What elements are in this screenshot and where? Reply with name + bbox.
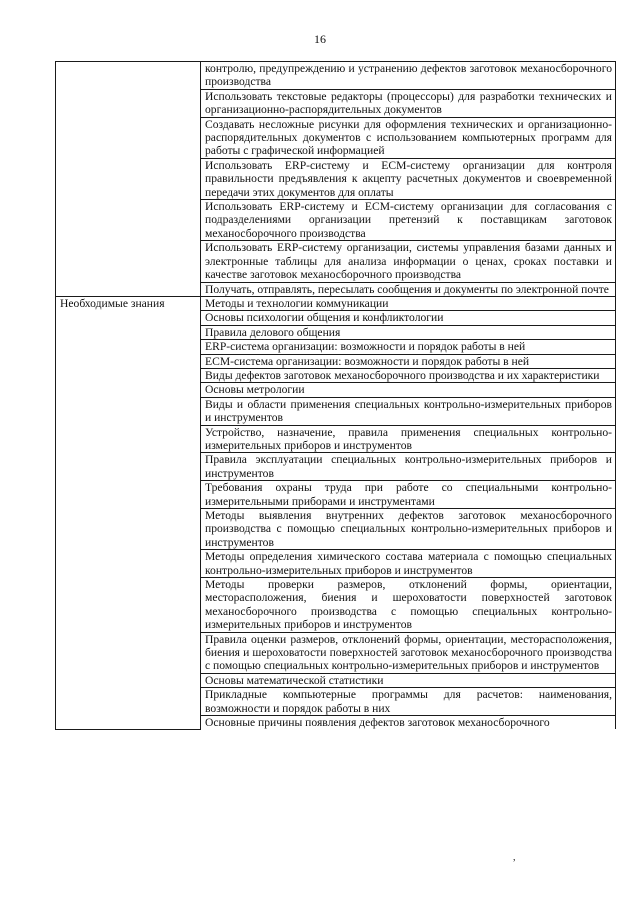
knowledge-item: Основы психологии общения и конфликтологии (201, 311, 616, 325)
knowledge-item-continued (201, 716, 616, 730)
table-row (56, 296, 616, 310)
knowledge-item: Требования охраны труда при работе со специальными контрольно-измерительными приборами и инструментами (201, 481, 616, 509)
skill-item: Получать, отправлять, пересылать сообщения и документы по электронной почте (201, 282, 616, 296)
skill-item: контролю, предупреждению и устранению дефектов заготовок механосборочного производства (201, 62, 616, 90)
scan-mark: , (513, 852, 516, 863)
skill-item: Использовать ERP-систему и ECM-систему организации для контроля правильности предъявления к акцепту расчетных документов и своевременной передачи этих документов для оплаты (201, 158, 616, 199)
knowledge-item: Правила делового общения (201, 325, 616, 339)
qualification-table (55, 61, 616, 730)
skills-label-cell (56, 62, 201, 297)
knowledge-item: Виды дефектов заготовок механосборочного производства и их характеристики (201, 368, 616, 382)
knowledge-item: Методы проверки размеров, отклонений формы, ориентации, месторасположения, биения и шероховатости поверхностей заготовок механосборочного производства с помощью специальных контрольно-измерительных приборов и инструментов (201, 578, 616, 633)
skill-item: Создавать несложные рисунки для оформления технических и организационно-распорядительных документов с использованием компьютерных программ для работы с графической информацией (201, 117, 616, 158)
skill-item: Использовать текстовые редакторы (процессоры) для разработки технических и организационно-распорядительных документов (201, 89, 616, 117)
knowledge-item: Методы выявления внутренних дефектов заготовок механосборочного производства с помощью специальных контрольно-измерительных приборов и инструментов (201, 509, 616, 550)
knowledge-item: Правила оценки размеров, отклонений формы, ориентации, месторасположения, биения и шероховатости поверхностей заготовок механосборочного производства с помощью специальных контрольно-измерительных приборов и инструментов (201, 632, 616, 673)
knowledge-item: Основы метрологии (201, 383, 616, 397)
continued-text: Основные причины появления дефектов заготовок механосборочного (205, 716, 550, 730)
knowledge-item: Методы и технологии коммуникации (201, 296, 616, 310)
table-row (56, 62, 616, 90)
knowledge-label-cell: Необходимые знания (56, 296, 201, 729)
knowledge-item: Виды и области применения специальных контрольно-измерительных приборов и инструментов (201, 397, 616, 425)
page-number: 16 (314, 32, 326, 46)
knowledge-item: Правила эксплуатации специальных контрольно-измерительных приборов и инструментов (201, 453, 616, 481)
knowledge-item: Основы математической статистики (201, 673, 616, 687)
skill-item: Использовать ERP-систему организации, системы управления базами данных и электронные таблицы для анализа информации о ценах, сроках поставки и качестве заготовок механосборочного производства (201, 241, 616, 282)
knowledge-item: Устройство, назначение, правила применения специальных контрольно-измерительных приборов и инструментов (201, 425, 616, 453)
knowledge-item: Прикладные компьютерные программы для расчетов: наименования, возможности и порядок работы в них (201, 688, 616, 716)
knowledge-item: ECM-система организации: возможности и порядок работы в ней (201, 354, 616, 368)
knowledge-item: Методы определения химического состава материала с помощью специальных контрольно-измерительных приборов и инструментов (201, 550, 616, 578)
knowledge-item: ERP-система организации: возможности и порядок работы в ней (201, 340, 616, 354)
skill-item: Использовать ERP-систему и ECM-систему организации для согласования с подразделениями организации претензий к поставщикам заготовок механосборочного производства (201, 200, 616, 241)
